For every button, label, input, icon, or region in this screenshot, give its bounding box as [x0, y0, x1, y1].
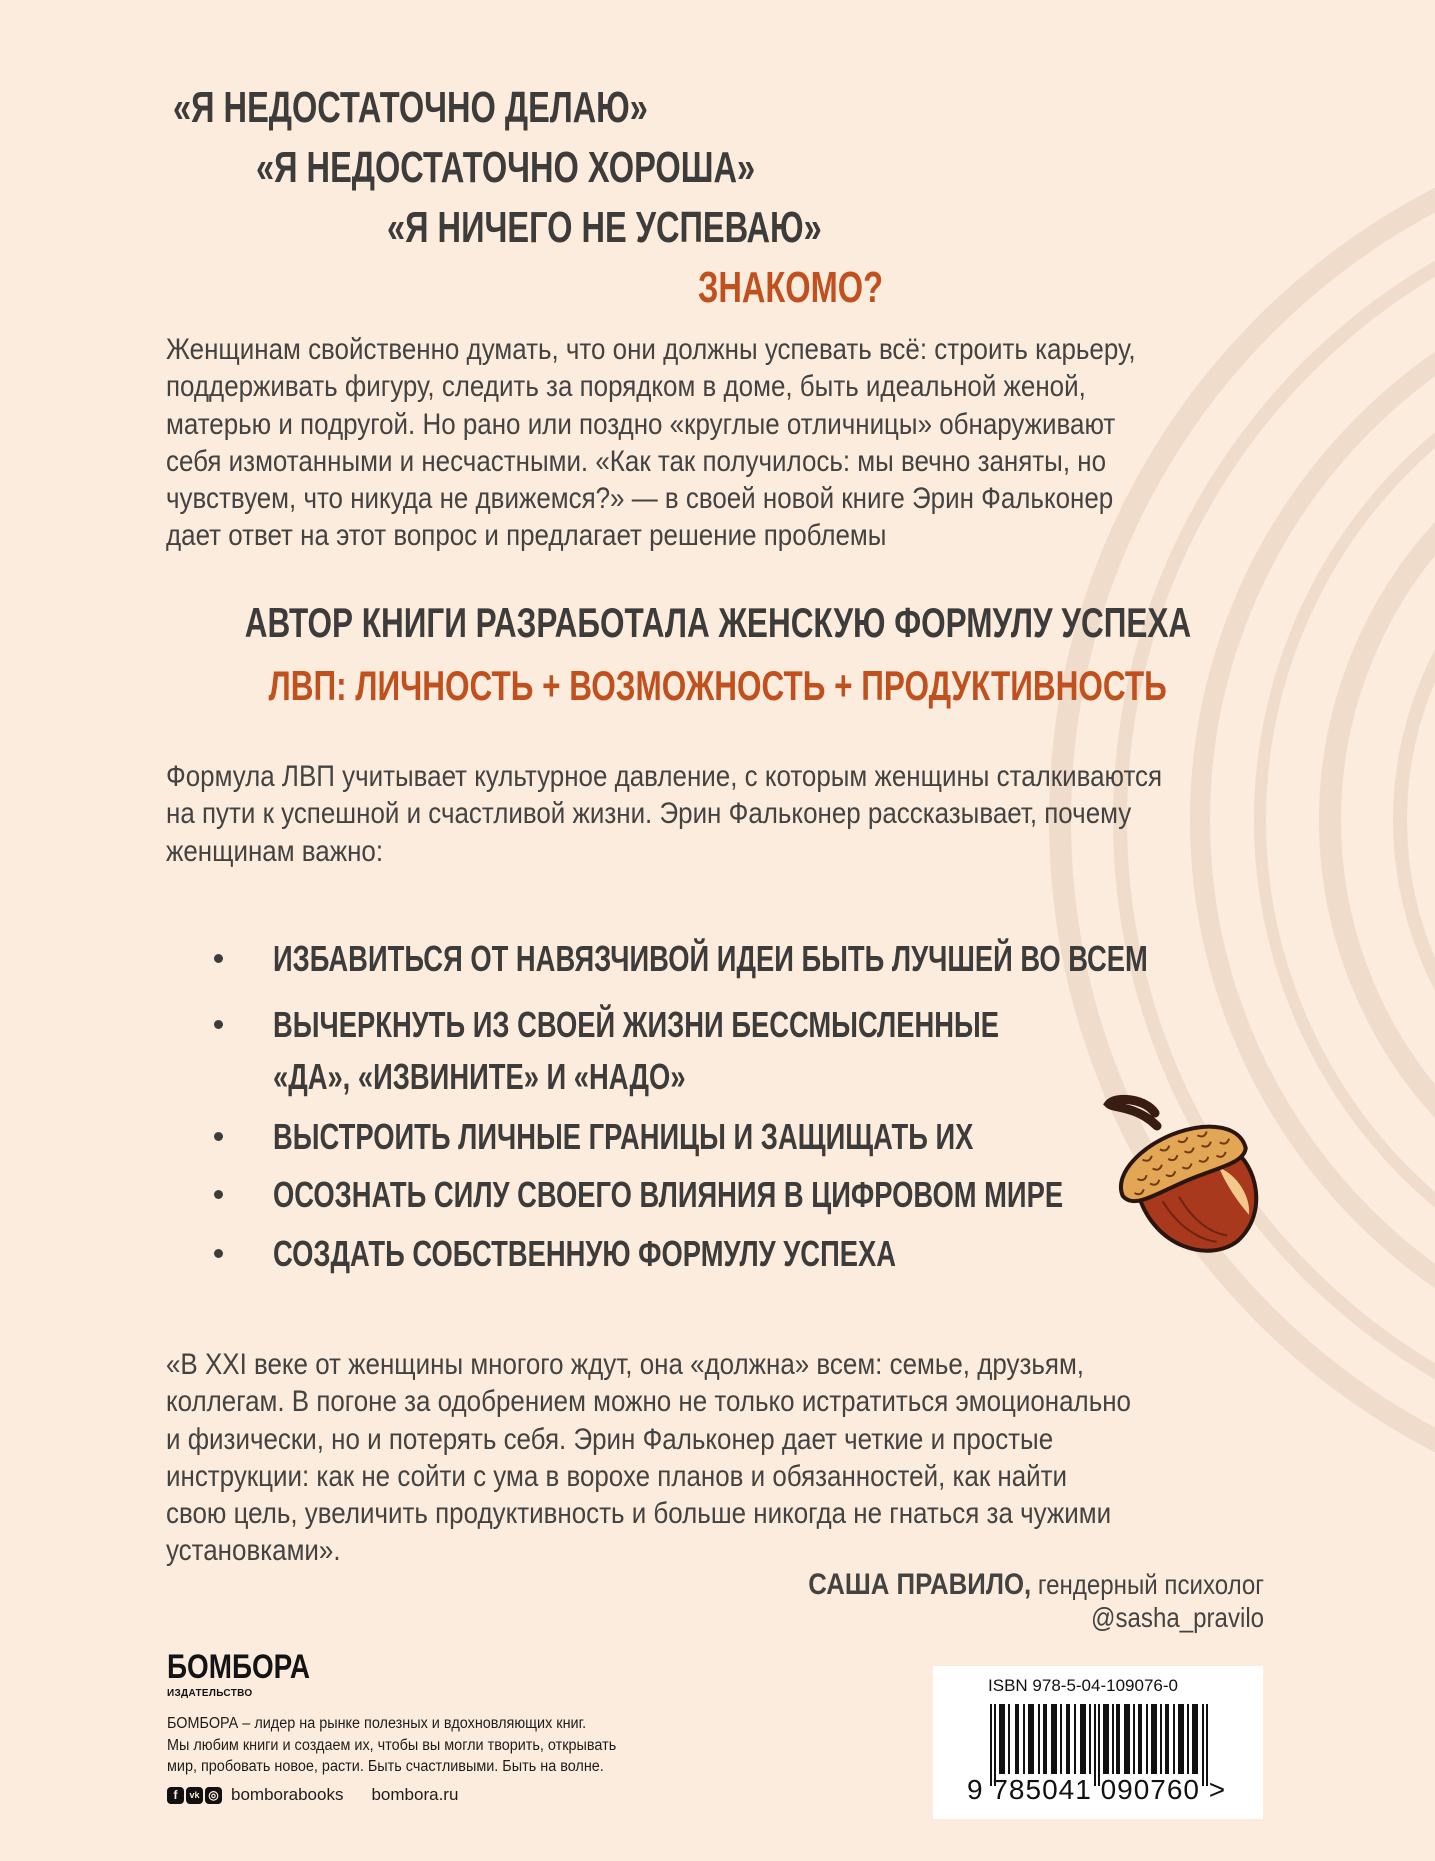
testimonial-quote — [166, 1346, 1282, 1570]
social-handle[interactable]: bomborabooks — [231, 1785, 344, 1804]
testimonial-line: установками». — [166, 1534, 341, 1568]
testimonial-line: инструкции: как не сойти с ума в ворохе планов и обязанностей, как найти — [166, 1459, 1068, 1493]
acorn-icon — [1085, 1078, 1285, 1258]
hero-quote-3: «Я НИЧЕГО НЕ УСПЕВАЮ» — [387, 203, 822, 252]
instagram-icon[interactable]: ◎ — [205, 1787, 222, 1804]
testimonial-line: и физически, но и потерять себя. Эрин Фальконер дает четкие и простые — [166, 1422, 1054, 1456]
intro-line: чувствуем, что никуда не движемся?» — в своей новой книге Эрин Фальконер — [166, 482, 1114, 516]
website-link[interactable]: bombora.ru — [371, 1785, 459, 1804]
intro-line: себя измотанными и несчастными. «Как так получилось: мы вечно заняты, но — [166, 444, 1107, 478]
publisher-description: БОМБОРА – лидер на рынке полезных и вдохновляющих книг. Мы любим книги и создаем их, чтобы вы могли творить, открывать мир, пробовать новое, расти. Быть счастливыми. Быть на волне. — [167, 1715, 617, 1775]
social-links — [167, 1785, 458, 1805]
formula-line: Формула ЛВП учитывает культурное давление, с которым женщины сталкиваются — [166, 760, 1163, 793]
intro-line: поддерживать фигуру, следить за порядком в доме, быть идеальной женой, — [166, 370, 1086, 404]
bullet-dot-icon — [214, 1020, 223, 1029]
isbn-barcode — [933, 1666, 1263, 1819]
testimonial-line: коллегам. В погоне за одобрением можно не только истратиться эмоционально — [166, 1385, 1131, 1419]
intro-line: дает ответ на этот вопрос и предлагает решение проблемы — [166, 519, 887, 553]
author-handle: @sasha_pravilo — [1090, 1602, 1264, 1633]
bullet-dot-icon — [214, 1249, 223, 1258]
author-role: гендерный психолог — [1031, 1569, 1264, 1600]
bullet-dot-icon — [214, 954, 223, 963]
bullet-dot-icon — [214, 1190, 223, 1199]
barcode-digits: 9 785041 090760 > — [967, 1774, 1227, 1805]
formula-line: женщинам важно: — [166, 834, 384, 868]
vk-icon[interactable]: vk — [186, 1787, 203, 1804]
intro-line: Женщинам свойственно думать, что они должны успевать всё: строить карьеру, — [166, 333, 1136, 366]
testimonial-attribution — [734, 1568, 1264, 1634]
isbn-label: ISBN 978-5-04-109076-0 — [988, 1676, 1178, 1695]
intro-paragraph — [166, 331, 1287, 555]
hero-question: ЗНАКОМО? — [698, 263, 883, 312]
publisher-subtitle: ИЗДАТЕЛЬСТВО — [167, 1688, 253, 1699]
formula-line: на пути к успешной и счастливой жизни. Эрин Фальконер рассказывает, почему — [166, 797, 1132, 831]
testimonial-line: «В XXI веке от женщины многого ждут, она «должна» всем: семье, друзьям, — [166, 1348, 1084, 1381]
testimonial-line: свою цель, увеличить продуктивность и больше никогда не гнаться за чужими — [166, 1497, 1112, 1531]
formula-paragraph — [166, 758, 1318, 870]
hero-quote-1: «Я НЕДОСТАТОЧНО ДЕЛАЮ» — [173, 83, 648, 132]
facebook-icon[interactable]: f — [167, 1787, 184, 1804]
formula-heading: АВТОР КНИГИ РАЗРАБОТАЛА ЖЕНСКУЮ ФОРМУЛУ УСПЕХА — [244, 599, 1191, 646]
bullet-dot-icon — [214, 1132, 223, 1141]
intro-line: матерью и подругой. Но рано или поздно «круглые отличницы» обнаруживают — [166, 407, 1116, 441]
author-name: САША ПРАВИЛО, — [808, 1568, 1032, 1601]
hero-quote-2: «Я НЕДОСТАТОЧНО ХОРОША» — [256, 143, 756, 192]
publisher-logo: БОМБОРА — [167, 1648, 310, 1686]
formula-subheading: ЛВП: ЛИЧНОСТЬ + ВОЗМОЖНОСТЬ + ПРОДУКТИВНОСТЬ — [268, 662, 1167, 709]
